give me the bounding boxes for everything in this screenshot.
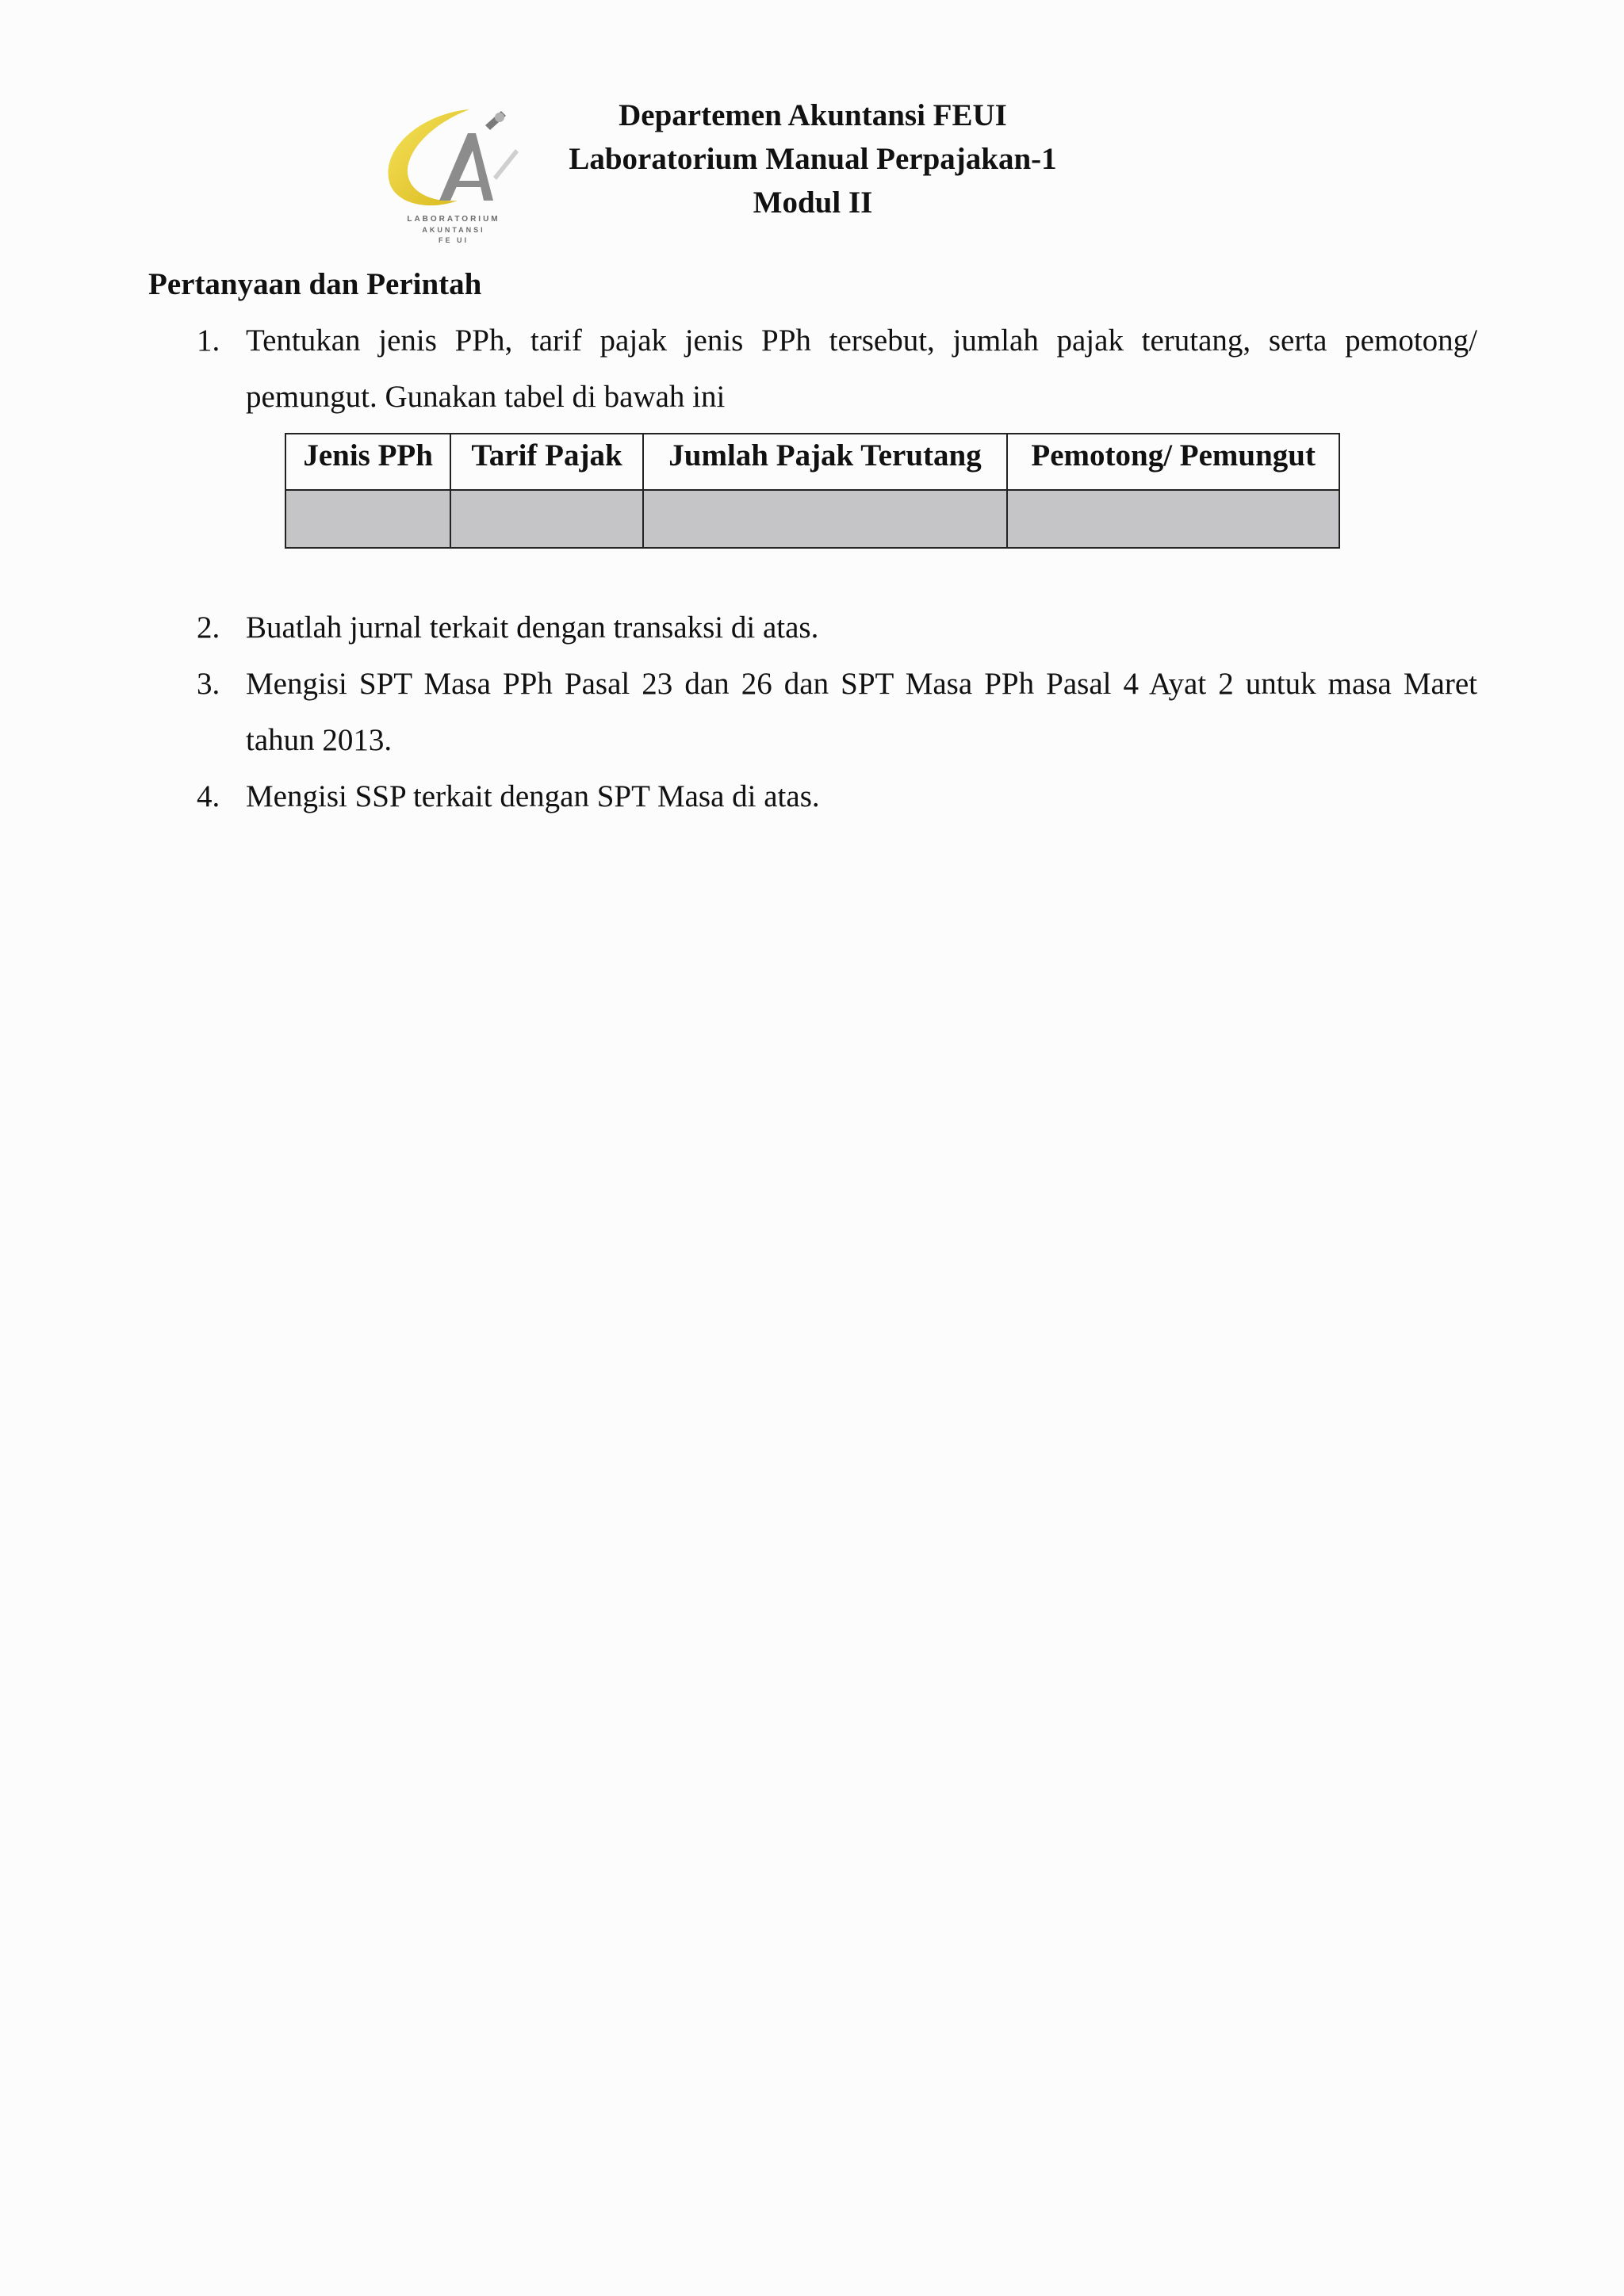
list-item-text: Mengisi SSP terkait dengan SPT Masa di atas. [246,779,820,813]
logo-text-line1: LABORATORIUM [407,215,500,224]
section-heading: Pertanyaan dan Perintah [148,267,482,301]
header-laboratory: Laboratorium Manual Perpajakan-1 [569,142,1057,176]
header-department: Departemen Akuntansi FEUI [619,98,1007,132]
logo-text-line3: FE UI [438,236,469,244]
list-item-number: 4. [197,779,220,813]
list-item-text: Mengisi SPT Masa PPh Pasal 23 dan 26 dan SPT Masa PPh Pasal 4 Ayat 2 untuk masa Maret tahun 2013. [246,667,1477,757]
table-header-jenis-pph: Jenis PPh [285,434,450,490]
table-cell [643,490,1008,548]
list-item [197,768,1477,825]
list-item-text: Buatlah jurnal terkait dengan transaksi di atas. [246,610,819,645]
table-cell [1007,490,1339,548]
table-cell [285,490,450,548]
table-header-row [285,434,1339,490]
table-header-tarif-pajak: Tarif Pajak [450,434,642,490]
list-item-number: 2. [197,610,220,645]
table-header-jumlah-pajak: Jumlah Pajak Terutang [643,434,1008,490]
answer-table [285,433,1340,549]
list-item-number: 3. [197,667,220,701]
logo-text-line2: AKUNTANSI [422,226,485,234]
header-module: Modul II [753,186,873,220]
table-cell [450,490,642,548]
list-item-number: 1. [197,323,220,358]
document-header [452,94,1174,224]
list-item [197,656,1477,768]
list-item [197,312,1477,425]
table-header-pemotong: Pemotong/ Pemungut [1007,434,1339,490]
table-row [285,490,1339,548]
list-item-text: Tentukan jenis PPh, tarif pajak jenis PPh tersebut, jumlah pajak terutang, serta pemotong/ pemungut. Gunakan tabel di bawah ini [246,323,1477,414]
list-item [197,599,1477,656]
